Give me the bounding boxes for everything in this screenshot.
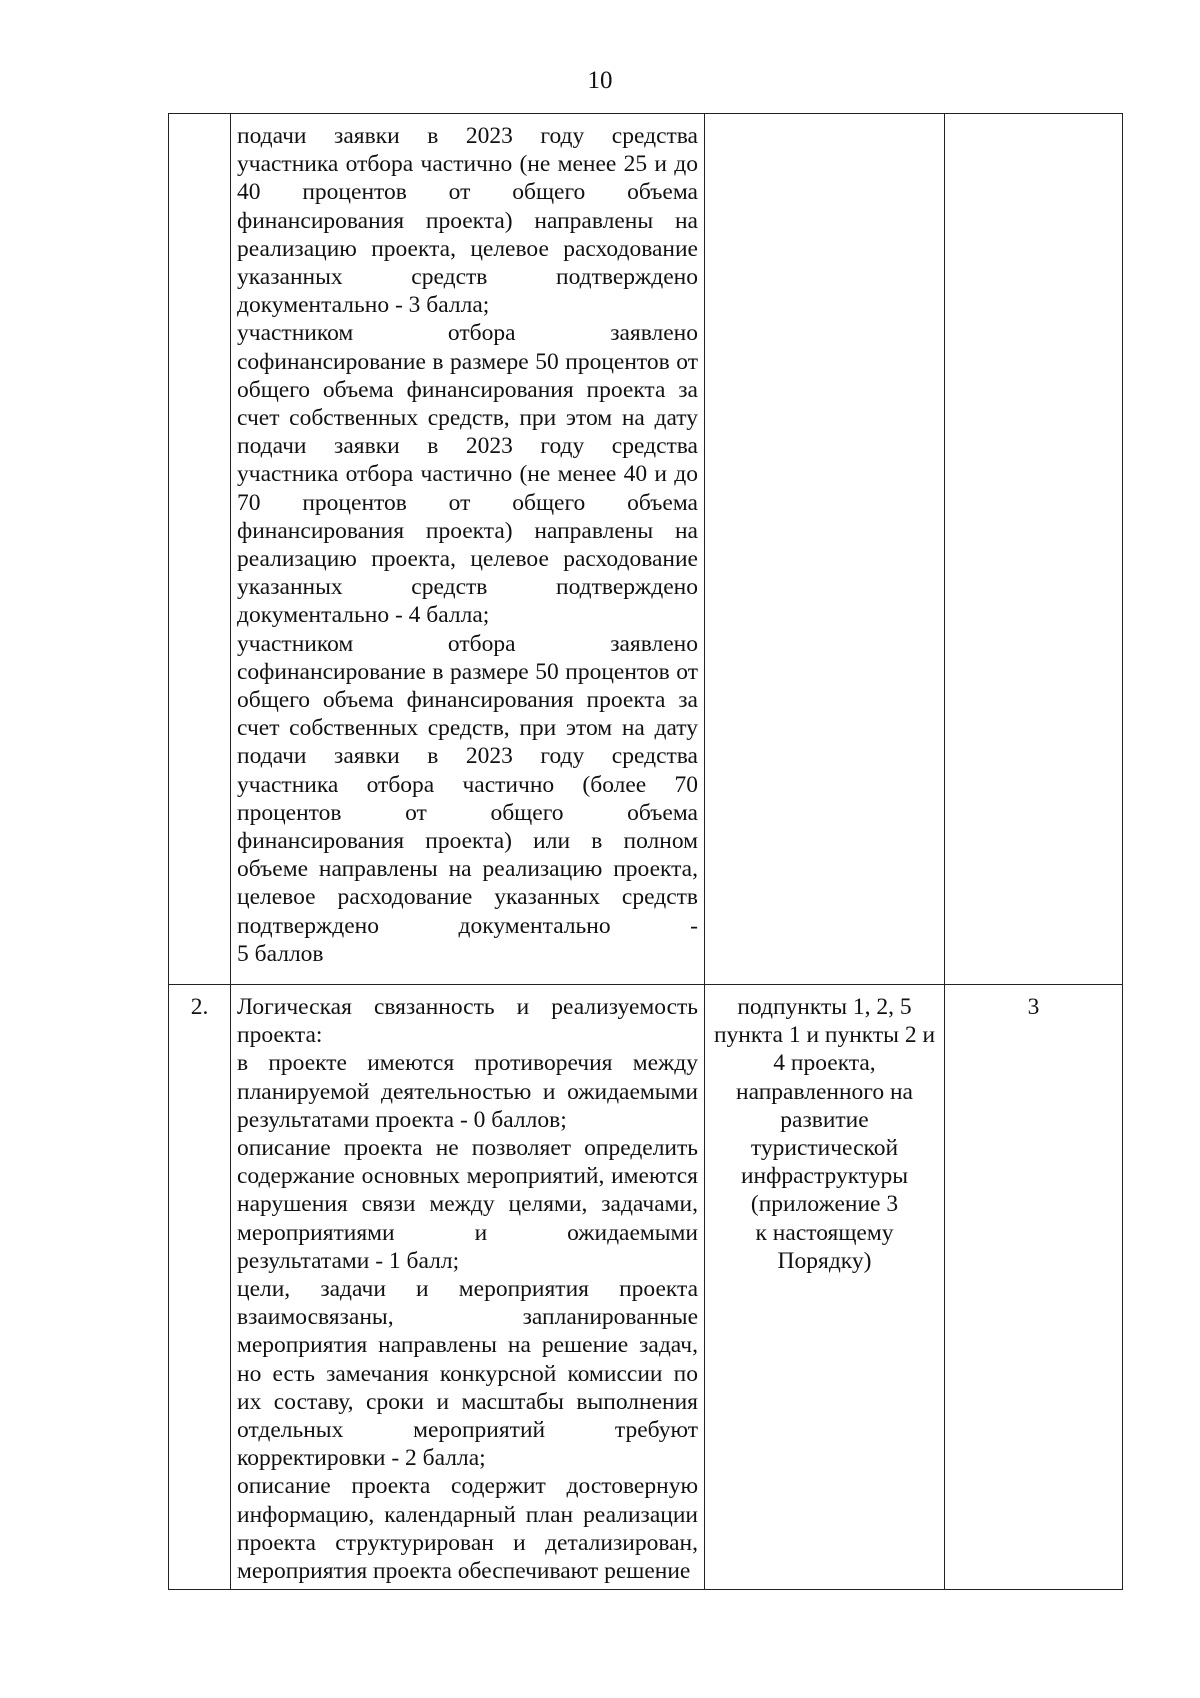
- criterion-line: участником отбора заявлено: [237, 320, 698, 347]
- criterion-line: целевое расходование указанных средств: [237, 884, 698, 911]
- criterion-line: объеме направлены на реализацию проекта,: [237, 856, 698, 883]
- criterion-line: общего объема финансирования проекта за: [237, 687, 698, 714]
- criterion-line: результатами - 1 балл;: [237, 1247, 460, 1274]
- source-line: подпункты 1, 2, 5: [737, 994, 912, 1020]
- criterion-line: софинансирование в размере 50 процентов от: [237, 658, 698, 685]
- source-line: к настоящему: [755, 1219, 894, 1246]
- max-score-cell: [945, 114, 1123, 985]
- criterion-line: софинансирование в размере 50 процентов от: [237, 348, 698, 375]
- source-line: пункта 1 и пункты 2 и: [713, 1022, 936, 1049]
- criterion-line: описание проекта не позволяет определить: [237, 1135, 698, 1162]
- criterion-line: участника отбора частично (более 70: [237, 771, 698, 798]
- criterion-line: участником отбора заявлено: [237, 630, 698, 657]
- criterion-line: в проекте имеются противоречия между: [237, 1050, 698, 1077]
- source-cell: [705, 985, 945, 1590]
- criteria-table: [168, 113, 1123, 1590]
- criterion-line: отдельных мероприятий требуют: [237, 1417, 698, 1444]
- criterion-line: планируемой деятельностью и ожидаемыми: [237, 1078, 698, 1105]
- criterion-line: финансирования проекта) направлены на: [237, 207, 698, 234]
- criterion-line: 5 баллов: [237, 940, 324, 967]
- source-line: Порядку): [777, 1247, 872, 1274]
- source-line: 4 проекта,: [773, 1050, 876, 1077]
- criterion-line: результатами проекта - 0 баллов;: [237, 1106, 567, 1133]
- source-line: развитие: [780, 1106, 869, 1133]
- criterion-line: информацию, календарный план реализации: [237, 1501, 698, 1528]
- row-number-cell: [169, 114, 231, 985]
- criterion-line: взаимосвязаны, запланированные: [237, 1304, 698, 1331]
- row-number-cell: 2.: [169, 985, 231, 1590]
- criterion-line: участника отбора частично (не менее 40 и до: [237, 461, 698, 488]
- criterion-line: содержание основных мероприятий, имеются: [237, 1163, 698, 1190]
- criterion-cell: [231, 114, 705, 985]
- criterion-cell: [231, 985, 705, 1590]
- criterion-line: Логическая связанность и реализуемость: [237, 994, 698, 1020]
- criterion-line: подачи заявки в 2023 году средства: [237, 433, 698, 460]
- source-line: инфраструктуры: [740, 1163, 909, 1190]
- criterion-line: корректировки - 2 балла;: [237, 1445, 486, 1472]
- max-score-cell: 3: [945, 985, 1123, 1590]
- table-row: [169, 985, 1123, 1590]
- criterion-line: указанных средств подтверждено: [237, 264, 698, 291]
- page-number: 10: [587, 67, 613, 94]
- criterion-line: процентов от общего объема: [237, 799, 698, 826]
- criterion-line: мероприятия проекта обеспечивают решение: [237, 1558, 691, 1585]
- criterion-line: финансирования проекта) направлены на: [237, 517, 698, 544]
- table-row: [169, 114, 1123, 985]
- criterion-line: нарушения связи между целями, задачами,: [237, 1191, 698, 1218]
- criterion-line: 70 процентов от общего объема: [237, 489, 698, 516]
- source-line: (приложение 3: [750, 1191, 899, 1218]
- criterion-line: мероприятия направлены на решение задач,: [237, 1332, 698, 1359]
- criterion-line: 40 процентов от общего объема: [237, 179, 698, 206]
- criterion-line: реализацию проекта, целевое расходование: [237, 235, 698, 262]
- source-line: туристической: [750, 1135, 899, 1162]
- criterion-line: но есть замечания конкурсной комиссии по: [237, 1360, 698, 1387]
- criterion-line: описание проекта содержит достоверную: [237, 1473, 698, 1500]
- criterion-line: их составу, сроки и масштабы выполнения: [237, 1388, 698, 1415]
- criterion-line: счет собственных средств, при этом на дату: [237, 405, 698, 432]
- criterion-line: документально - 3 балла;: [237, 292, 490, 319]
- criterion-line: документально - 4 балла;: [237, 602, 490, 629]
- criterion-line: проекта:: [237, 1022, 323, 1049]
- criterion-line: указанных средств подтверждено: [237, 574, 698, 601]
- criterion-line: участника отбора частично (не менее 25 и до: [237, 151, 698, 178]
- criterion-line: общего объема финансирования проекта за: [237, 376, 698, 403]
- criterion-line: подачи заявки в 2023 году средства: [237, 743, 698, 770]
- criterion-line: проекта структурирован и детализирован,: [237, 1529, 698, 1556]
- source-line: направленного на: [736, 1078, 913, 1105]
- criterion-line: мероприятиями и ожидаемыми: [237, 1219, 698, 1246]
- source-cell: [705, 114, 945, 985]
- criterion-line: подачи заявки в 2023 году средства: [237, 123, 698, 149]
- criterion-line: подтверждено документально -: [237, 912, 698, 939]
- criterion-line: счет собственных средств, при этом на дату: [237, 715, 698, 742]
- criterion-line: реализацию проекта, целевое расходование: [237, 546, 698, 573]
- criterion-line: цели, задачи и мероприятия проекта: [237, 1276, 698, 1303]
- criterion-line: финансирования проекта) или в полном: [237, 828, 698, 855]
